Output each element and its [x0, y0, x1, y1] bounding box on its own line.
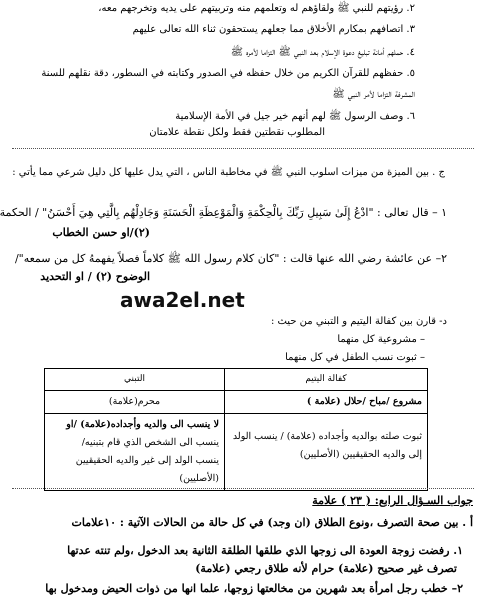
- text-line: ٣. اتصافهم بمكارم الأخلاق مما جعلهم يستحقون ثناء الله تعالى عليهم: [132, 24, 415, 35]
- table-header-adoption: التبني: [45, 369, 225, 391]
- table-header-row: [45, 369, 428, 391]
- table-header-orphan-care: كفالة اليتيم: [225, 369, 428, 391]
- question-d: د- قارن بين كفالة اليتيم و التبني من حيث :: [270, 316, 447, 327]
- evidence-item-2-answer: الوضوح (٢) / او التحديد: [40, 270, 150, 283]
- table-cell: ثبوت صلته بوالديه وأجداده (علامة) / ينسب الولد إلى والديه الحقيقيين (الأصليين): [225, 414, 428, 491]
- table-row: [45, 391, 428, 414]
- table-cell-line: لا ينسب الى والديه وأجداده(علامة) /او: [66, 419, 220, 431]
- evidence-item-1: ١ – قال تعالى : "ادْعُ إِلَىٰ سَبِيلِ رَبِّكَ بِالْحِكْمَةِ وَالْمَوْعِظَةِ الْحَسَنَةِ وَجَادِلْهُم بِالَّتِي هِيَ أَحْسَنُ" / الحكمة: [0, 206, 447, 219]
- separator: [12, 488, 474, 489]
- question-4-item-2: ٢– خطب رجل امرأة بعد شهرين من مخالعتها زوجها، علما انها من ذوات الحيض ومدخول بها: [45, 582, 463, 595]
- text-line: ٥. حفظهم للقرآن الكريم من خلال حفظه في الصدور وكتابته في السطور، دقة نقلهم للسنة: [41, 68, 415, 79]
- evidence-item-1-answer: (٢)/او حسن الخطاب: [52, 226, 150, 239]
- evidence-item-2: ٢– عن عائشة رضي الله عنها قالت : "كان كلام رسول الله ﷺ كلاماً فصلاً يفهمهُ كل من سمعه"/: [14, 252, 447, 265]
- table-cell: محرم(علامة): [45, 391, 225, 414]
- comparison-table: [44, 368, 428, 491]
- text-line: ٢. رؤيتهم للنبي ﷺ ولقاؤهم له وتعلمهم منه وتربيتهم على يديه وتخرجهم معه،: [98, 3, 415, 14]
- question-4-part-a: أ . بين صحة التصرف ،ونوع الطلاق (ان وجد) في كل حالة من الحالات الآتية : ١٠علامات: [71, 516, 473, 529]
- text-line: المطلوب نقطتين فقط ولكل نقطة علامتان: [149, 127, 325, 138]
- question-4-heading: جواب السـؤال الرابع: ( ٢٣ ) علامة: [312, 494, 473, 507]
- question-4-item-1-answer: تصرف غير صحيح (علامة) حرام لأنه طلاق رجعي (علامة): [195, 562, 457, 575]
- watermark-text: awa2el.net: [120, 288, 245, 312]
- question-d-point-2: – ثبوت نسب الطفل في كل منهما: [285, 352, 425, 363]
- question-d-point-1: – مشروعية كل منهما: [337, 334, 425, 345]
- table-cell: [45, 414, 225, 491]
- text-line: ٦. وصف الرسول ﷺ لهم أنهم خير جيل في الأمة الإسلامية: [175, 111, 415, 122]
- question-4-item-1: ١. رفضت زوجة العودة الى زوجها الذي طلقها الطلقة الثانية بعد الدخول ،ولم تنته عدتها: [67, 544, 463, 557]
- table-cell-line: ينسب الى الشخص الذي قام بتبنيه/: [81, 437, 220, 449]
- text-line: المشرفة التزاما لأمر النبي ﷺ: [332, 89, 415, 100]
- question-c: ج . بين الميزة من ميزات اسلوب النبي ﷺ في مخاطبة الناس ، التي يدل عليها كل دليل شرعي مما يأتي :: [12, 167, 445, 178]
- table-cell: مشروع /مباح /حلال (علامة ): [225, 391, 428, 414]
- table-cell-line: ينسب الولد إلى غير والديه الحقيقيين (الأصليين): [75, 455, 220, 485]
- table-row: [45, 414, 428, 491]
- text-line: ٤. حملهم أمانة تبليغ دعوة الإسلام بعد النبي ﷺ التزاما لأمره ﷺ: [230, 47, 415, 58]
- separator: [12, 148, 474, 149]
